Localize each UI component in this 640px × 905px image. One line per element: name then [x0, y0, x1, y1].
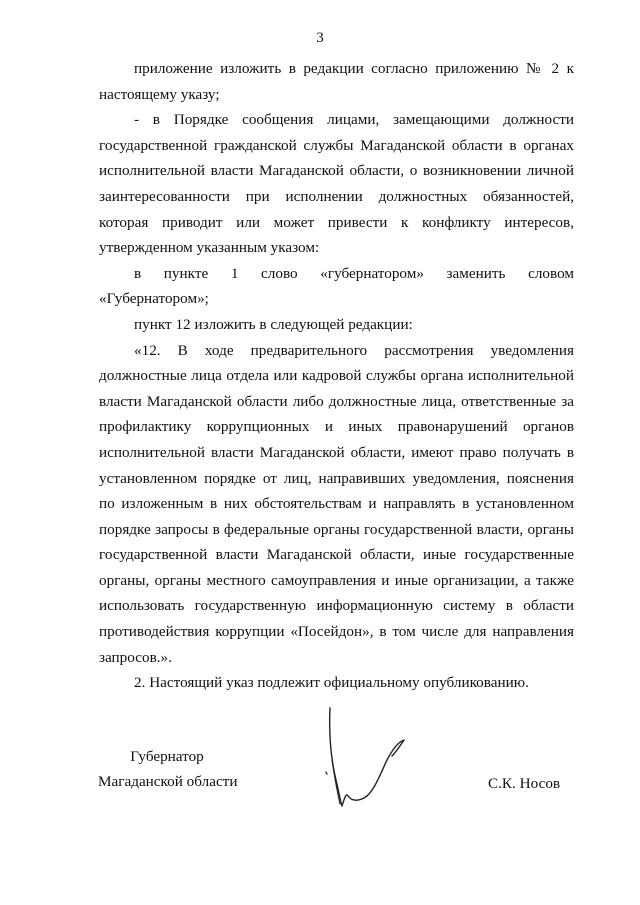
page-number: 3 [316, 30, 324, 46]
paragraph-appendix: приложение изложить в редакции согласно приложению № 2 к настоящему указу; [99, 60, 574, 103]
paragraph-point-12-intro: пункт 12 изложить в следующей редакции: [134, 315, 413, 333]
document-body [99, 56, 574, 696]
paragraph-point-12-text: «12. В ходе предварительного рассмотрения уведомления должностные лица отдела или кадровой службы органа исполнительной власти Магаданской области либо должностные лица, ответственные за профилактику коррупционных и иных правонарушений органов исполнительной власти Магаданской области, имеют право получать в установленном порядке от лиц, направивших уведомления, пояснения по изложенным в них обстоятельствам и направлять в установленном порядке запросы в федеральные органы государственной власти, органы государственной власти Магаданской области, иные государственные органы, органы местного самоуправления и иные организации, а также использовать государственную информационную систему в области противодействия коррупции «Посейдон», в том числе для направления запросов.». [99, 341, 574, 666]
handwritten-signature [318, 700, 418, 820]
paragraph-procedure: - в Порядке сообщения лицами, замещающими должности государственной гражданской службы Магаданской области в органах исполнительной власти Магаданской области, о возникновении личной заинтересованности при исполнении должностных обязанностей, которая приводит или может привести к конфликту интересов, утвержденном указанным указом: [99, 111, 574, 257]
paragraph-publication: 2. Настоящий указ подлежит официальному опубликованию. [134, 674, 529, 692]
paragraph-point-1: в пункте 1 слово «губернатором» заменить словом «Губернатором»; [99, 264, 574, 308]
signatory-position [98, 744, 236, 794]
signatory-title: Губернатор [130, 748, 204, 765]
signatory-region: Магаданской области [98, 773, 238, 790]
signatory-name: С.К. Носов [488, 775, 561, 792]
